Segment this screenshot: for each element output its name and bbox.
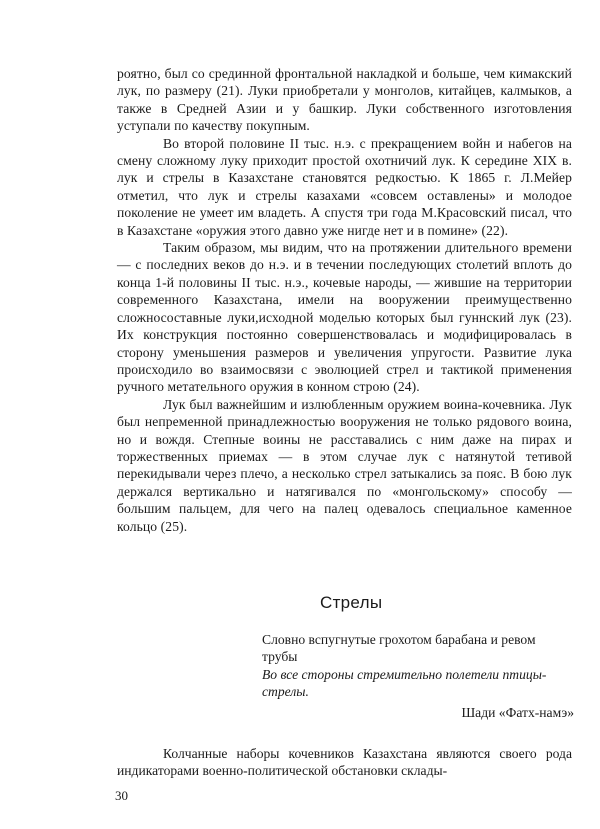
epigraph-author: Шади «Фатх-намэ»	[461, 704, 574, 720]
main-text	[117, 65, 572, 535]
paragraph-3: Таким образом, мы видим, что на протяжении длительного времени — с последних веков до н.э. и в течении последующих столетий вплоть до конца 1-й половины II тыс. н.э., кочевые народы, — жившие на территории современного Казахстана, имели на вооружении преимущественно сложносоставные луки,исходной моделью которых был гуннский лук (23). Их конструкция постоянно совершенствовалась и модифицировалась в сторону уменьшения размеров и увеличения упругости. Развитие лука происходило во взаимосвязи с эволюцией стрел и тактикой применения ручного метательного оружия в конном строю (24).	[117, 240, 572, 395]
bottom-paragraph: Колчанные наборы кочевников Казахстана являются своего рода индикаторами военно-политической обстановки склады-	[117, 746, 572, 779]
paragraph-1: роятно, был со срединной фронтальной накладкой и больше, чем кимакский лук, по размеру (21). Луки приобретали у монголов, китайцев, калмыков, а также в Средней Азии и у башкир. Луки собственного изготовления уступали по качеству покупным.	[117, 66, 572, 134]
epigraph	[262, 631, 574, 721]
section-heading: Стрелы	[320, 593, 383, 612]
epigraph-line-2: Во все стороны стремительно полетели птицы-стрелы.	[262, 666, 547, 700]
epigraph-line-1: Словно вспугнутые грохотом барабана и ревом трубы	[262, 632, 536, 665]
page-number: 30	[115, 788, 128, 803]
paragraph-4: Лук был важнейшим и излюбленным оружием воина-кочевника. Лук был непременной принадлежностью вооружения не только рядового воина, но и вождя. Степные воины не расставались с ним даже на пирах и торжественных приемах — в этом случае лук с натянутой тетивой перекидывали через плечо, а несколько стрел затыкались за пояс. В бою лук держался вертикально и натягивался по «монгольскому» способу — большим пальцем, для чего на палец одевалось специальное каменное кольцо (25).	[117, 396, 572, 534]
paragraph-2: Во второй половине II тыс. н.э. с прекращением войн и набегов на смену сложному луку приходит простой охотничий лук. К середине XIX в. лук и стрелы в Казахстане становятся редкостью. К 1865 г. Л.Мейер отметил, что лук и стрелы казахами «совсем оставлены» и молодое поколение не умеет им владеть. А спустя три года М.Красовский писал, что в Казахстане «оружия этого давно уже нигде нет и в помине» (22).	[117, 135, 572, 238]
bottom-text	[117, 745, 572, 780]
